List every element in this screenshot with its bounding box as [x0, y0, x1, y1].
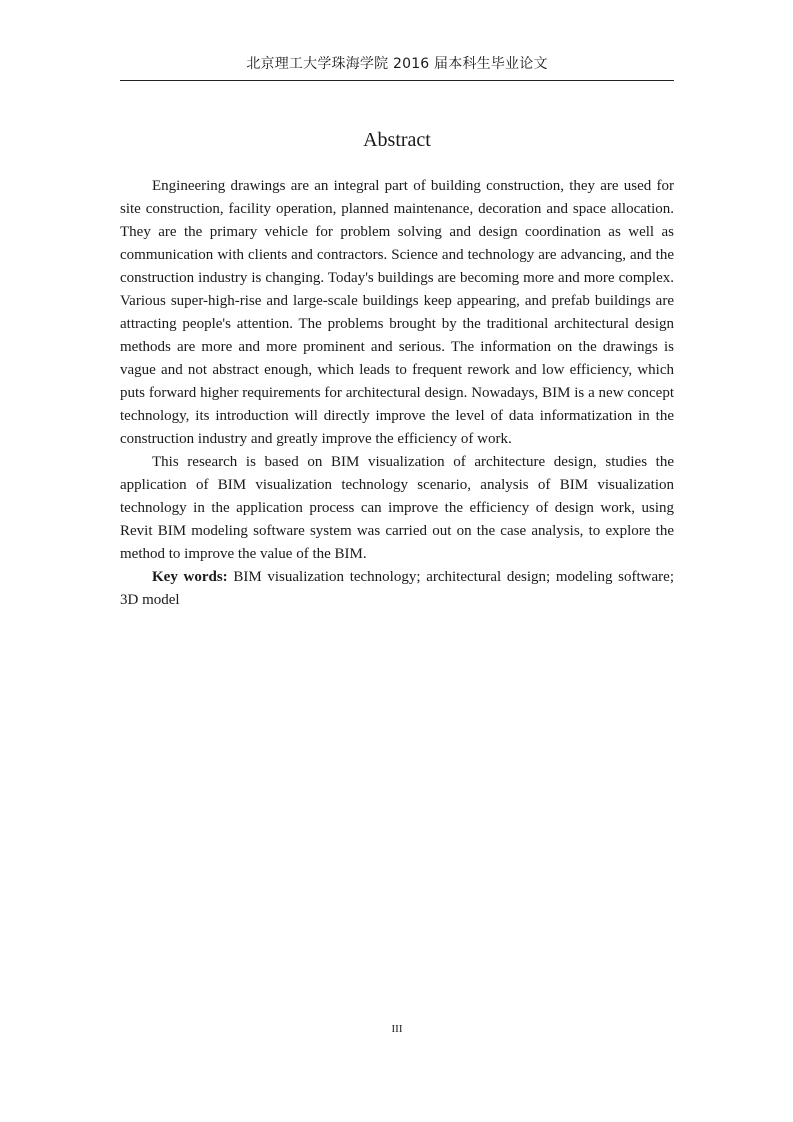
keywords-label: Key words: — [152, 569, 228, 585]
page-header: 北京理工大学珠海学院 2016 届本科生毕业论文 — [246, 56, 548, 72]
abstract-paragraph-1: Engineering drawings are an integral part of building construction, they are used for site construction, facility operation, planned maintenance, decoration and space allocation. They are the primary vehicle for problem solving and design coordination as well as communication with clients and contractors. Science and technology are advancing, and the construction industry is changing. Today's buildings are becoming more and more complex. Various super-high-rise and large-scale buildings keep appearing, and prefab buildings are attracting people's attention. The problems brought by the traditional architectural design methods are more and more prominent and serious. The information on the drawings is vague and not abstract enough, which leads to frequent rework and low efficiency, which puts forward higher requirements for architectural design. Nowadays, BIM is a new concept technology, its introduction will directly improve the level of data informatization in the construction industry and greatly improve the efficiency of work. — [120, 178, 674, 447]
header-divider — [120, 80, 674, 81]
abstract-paragraph-2: This research is based on BIM visualization of architecture design, studies the application of BIM visualization technology scenario, analysis of BIM visualization technology in the application process can improve the efficiency of design work, using Revit BIM modeling software system was carried out on the case analysis, to explore the method to improve the value of the BIM. — [120, 454, 674, 562]
abstract-body — [120, 175, 674, 612]
keywords-text: BIM visualization technology; architectural design; modeling software; 3D model — [120, 569, 674, 608]
keywords-line — [120, 566, 674, 612]
page-number: III — [391, 1023, 403, 1035]
abstract-title: Abstract — [363, 129, 431, 151]
